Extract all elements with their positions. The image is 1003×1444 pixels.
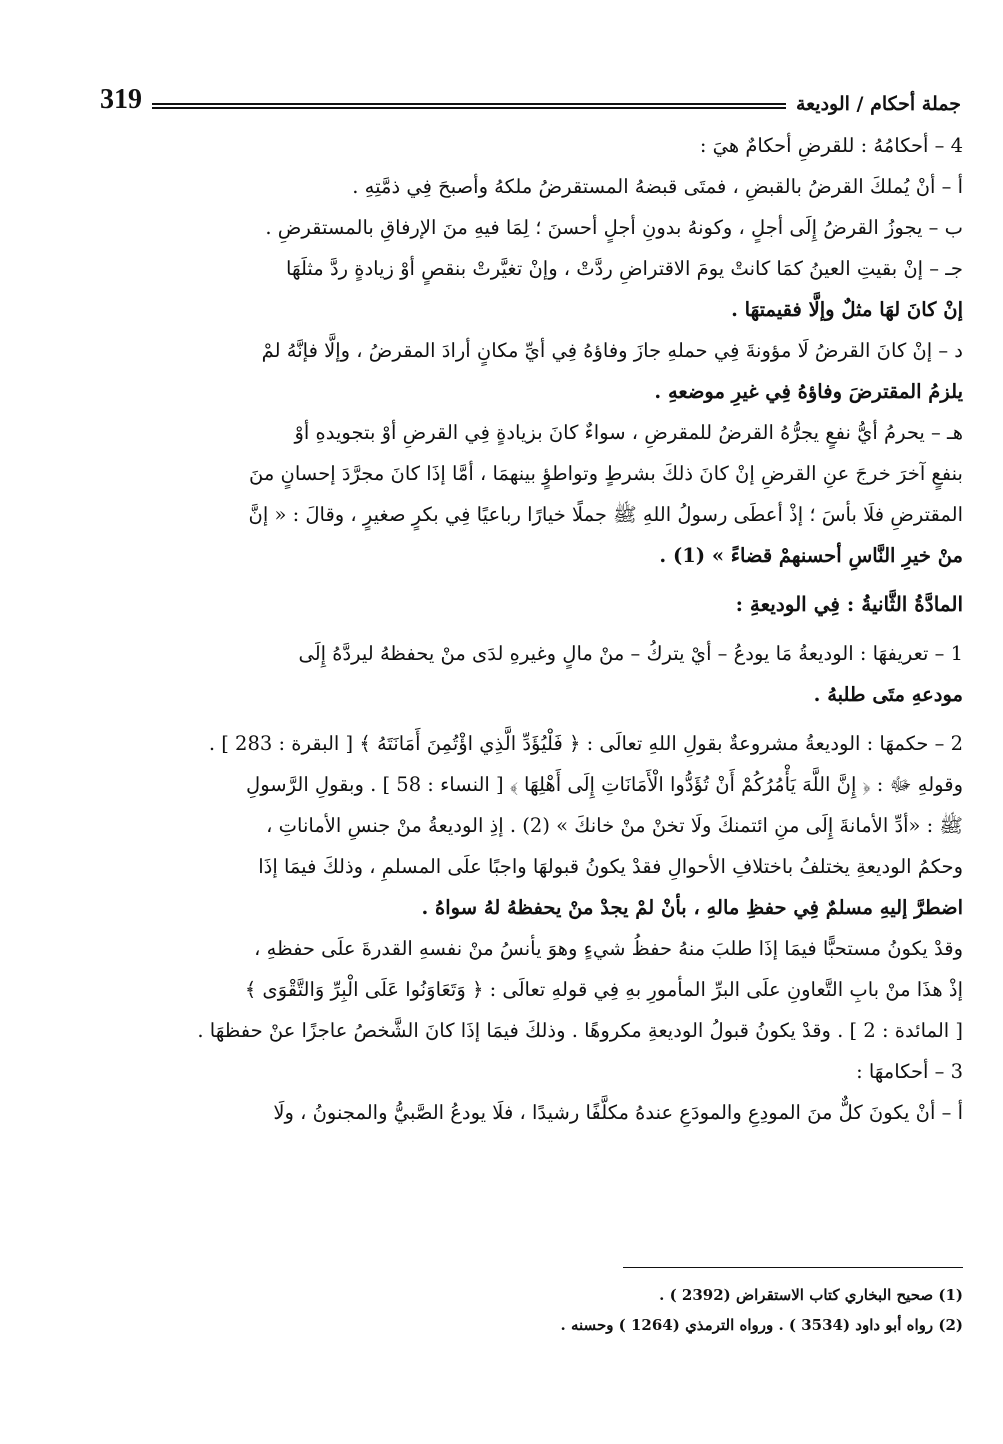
- text-line: [ المائدة : 2 ] . وقدْ يكونُ قبولُ الوديعةِ مكروهًا . وذلكَ فيمَا إذَا كانَ الشَّخصُ عاجزًا عنْ حفظهَا .: [197, 1019, 963, 1042]
- running-title: جملة أحكام / الوديعة: [795, 93, 961, 115]
- text-line: وقولهِ ﷻ : ﴿ إِنَّ اللَّهَ يَأْمُرُكُمْ أَنْ تُؤَدُّوا الْأَمَانَاتِ إِلَى أَهْلِهَا ﴾ [ النساء : 58 ] . وبقولِ الرَّسولِ: [246, 773, 963, 796]
- text-line: بنفعٍ آخرَ خرجَ عنِ القرضِ إنْ كانَ ذلكَ بشرطٍ وتواطؤٍ بينهمَا ، أمَّا إذَا كانَ مجرَّدَ إحسانٍ منَ: [249, 462, 963, 485]
- text-line: مودعهِ متَى طلبهُ .: [813, 683, 963, 706]
- section-heading: المادَّةُ الثَّانيةُ : فِي الوديعةِ :: [735, 592, 963, 616]
- page-number: 319: [100, 84, 142, 115]
- text-line: ﷺ : «أدِّ الأمانةَ إِلَى منِ ائتمنكَ ولَا تخنْ منْ خانكَ » (2) . إذِ الوديعةُ منْ جنسِ الأماناتِ ،: [266, 814, 963, 837]
- footnote: (2) رواه أبو داود (3534 ) . ورواه الترمذي (1264 ) وحسنه .: [560, 1316, 963, 1334]
- text-line: يلزمُ المقترضَ وفاؤهُ فِي غيرِ موضعهِ .: [654, 380, 963, 403]
- text-line: منْ خيرِ النَّاسِ أحسنهمْ قضاءً » (1) .: [659, 544, 963, 567]
- main-text: [108, 125, 963, 1133]
- text-line: وحكمُ الوديعةِ يختلفُ باختلافِ الأحوالِ فقدْ يكونُ قبولهَا واجبًا علَى المسلمِ ، وذلكَ فيمَا إذَا: [258, 855, 963, 878]
- footnotes: [108, 1280, 963, 1340]
- text-line: 2 – حكمهَا : الوديعةُ مشروعةٌ بقولِ اللهِ تعالَى : ﴿ فَلْيُؤَدِّ الَّذِي اؤْتُمِنَ أَمَانَتَهُ ﴾ [ البقرة : 283 ] .: [208, 732, 963, 755]
- text-line: 1 – تعريفهَا : الوديعةُ مَا يودعُ – أيْ يتركُ – منْ مالٍ وغيرهِ لدَى منْ يحفظهُ ليردَّهُ إِلَى: [298, 642, 963, 665]
- text-line: جـ – إنْ بقيتِ العينُ كمَا كانتْ يومَ الاقتراضِ ردَّتْ ، وإنْ تغيَّرتْ بنقصٍ أوْ زيادةٍ ردَّ مثلَهَا: [286, 257, 963, 280]
- text-line: وقدْ يكونُ مستحبًّا فيمَا إذَا طلبَ منهُ حفظُ شيءٍ وهوَ يأنسُ منْ نفسهِ القدرةَ علَى حفظهِ ،: [254, 937, 963, 960]
- footnote-separator: [623, 1267, 963, 1268]
- text-line: اضطرَّ إليهِ مسلمٌ فِي حفظِ مالهِ ، بأنْ لمْ يجدْ منْ يحفظهُ لهُ سواهُ .: [421, 896, 963, 919]
- text-line: د – إنْ كانَ القرضُ لَا مؤونةَ فِي حملهِ جازَ وفاؤهُ فِي أيِّ مكانٍ أرادَ المقرضُ ، وإلَّا فإنَّهُ لمْ: [261, 339, 963, 362]
- text-line: ب – يجوزُ القرضُ إِلَى أجلٍ ، وكونهُ بدونِ أجلٍ أحسنَ ؛ لِمَا فيهِ منَ الإرفاقِ بالمستقرضِ .: [265, 216, 963, 239]
- text-line: 3 – أحكامهَا :: [856, 1060, 963, 1083]
- text-line: هـ – يحرمُ أيُّ نفعٍ يجرُّهُ القرضُ للمقرضِ ، سواءٌ كانَ بزيادةٍ فِي القرضِ أوْ بتجويدهِ أوْ: [294, 421, 963, 444]
- text-line: أ – أنْ يكونَ كلٌّ منَ المودِعِ والمودَعِ عندهُ مكلَّفًا رشيدًا ، فلَا يودعُ الصَّبيُّ والمجنونُ ، ولَا: [273, 1101, 963, 1124]
- text-line: المقترضِ فلَا بأسَ ؛ إذْ أعطَى رسولُ اللهِ ﷺ جملًا خيارًا رباعيًا فِي بكرٍ صغيرٍ ، وقالَ : « إنَّ: [248, 503, 963, 526]
- text-line: 4 – أحكامُهُ : للقرضِ أحكامٌ هيَ :: [699, 134, 963, 157]
- text-line: أ – أنْ يُملكَ القرضُ بالقبضِ ، فمتَى قبضهُ المستقرضُ ملكهُ وأصبحَ فِي ذمَّتِهِ .: [352, 175, 963, 198]
- footnote: (1) صحيح البخاري كتاب الاستقراض (2392 ) .: [659, 1286, 963, 1304]
- page-header: [100, 62, 961, 114]
- header-rule: [152, 103, 786, 109]
- text-line: إذْ هذَا منْ بابِ التَّعاونِ علَى البرِّ المأمورِ بهِ فِي قولهِ تعالَى : ﴿ وَتَعَاوَنُوا عَلَى الْبِرِّ وَالتَّقْوَى ﴾: [244, 978, 963, 1001]
- text-line: إنْ كانَ لهَا مثلٌ وإلَّا فقيمتهَا .: [731, 298, 963, 321]
